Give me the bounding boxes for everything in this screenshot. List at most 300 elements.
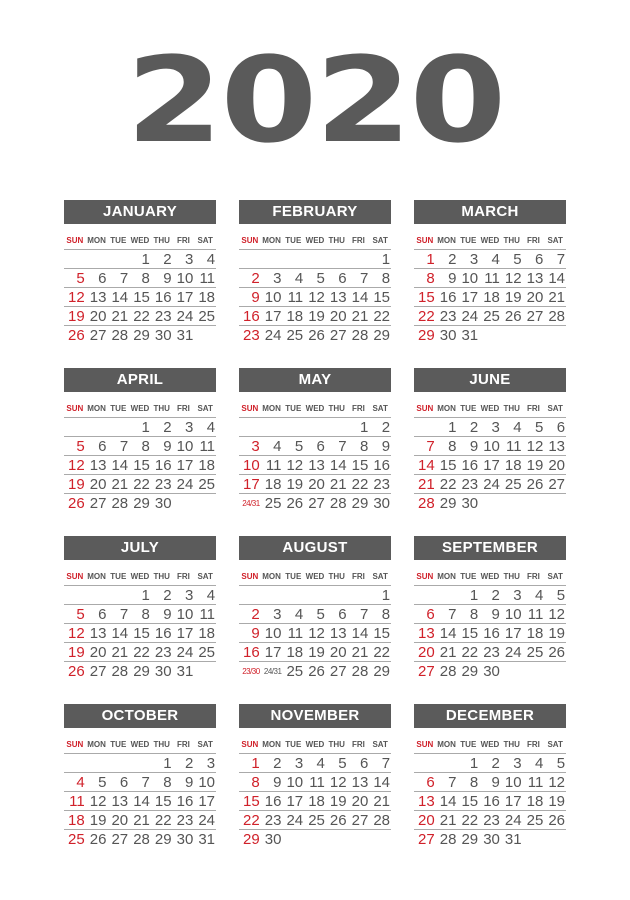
day-cell: 1 [163,755,172,772]
day-cell: 21 [351,308,369,325]
day-cell: 23 [154,308,172,325]
day-cell: 29 [373,327,391,344]
day-cell: 9 [469,438,479,455]
day-cell: 14 [111,289,129,306]
day-cell: 4 [206,587,216,604]
day-cell [348,586,370,604]
weekday-label: MON [87,740,106,749]
day-cell: 29 [133,663,150,680]
day-cell: 2 [163,419,172,436]
week-row [64,586,216,605]
day-cell: 6 [426,774,435,791]
day-cell: 25 [198,308,216,325]
week-row [414,307,566,326]
weekday-label: MON [262,572,281,581]
weekday-label: WED [130,404,150,413]
week-row [64,250,216,269]
week-row [239,418,391,437]
day-cell: 18 [286,308,304,325]
day-cell: 18 [504,457,522,474]
week-row [239,437,391,456]
day-cell [86,754,108,772]
day-cell [348,830,370,848]
day-cell: 17 [483,457,500,474]
weekday-label: THU [328,404,345,413]
day-cell: 12 [89,793,107,810]
day-cell: 14 [548,270,566,287]
day-cell: 6 [98,438,107,455]
day-cell: 8 [426,270,435,287]
day-cell: 10 [176,606,194,623]
day-cell: 9 [251,625,260,642]
day-cell: 14 [111,625,129,642]
weekday-label: WED [480,740,500,749]
day-cell: 12 [504,270,522,287]
day-cell: 3 [491,419,500,436]
day-cell: 9 [448,270,457,287]
week-row [64,605,216,624]
weekday-label: WED [130,572,150,581]
day-cell: 10 [483,438,500,455]
day-cell: 3 [513,755,522,772]
day-cell: 25 [483,308,500,325]
day-cell: 24 [264,327,282,344]
month-name: DECEMBER [414,704,566,728]
day-cell [304,830,326,848]
day-cell [304,586,326,604]
month-name: NOVEMBER [239,704,391,728]
month-august [239,536,391,680]
weekday-label: SAT [197,404,213,413]
weekday-label: FRI [177,236,190,245]
day-cell: 22 [351,476,369,493]
day-cell [86,250,108,268]
day-cell: 3 [184,419,194,436]
month-september [414,536,566,680]
day-cell: 17 [243,476,260,493]
day-cell [239,418,261,436]
day-cell: 20 [329,644,347,661]
day-cell: 10 [286,774,304,791]
day-cell: 6 [556,419,566,436]
day-cell [86,418,108,436]
day-cell: 5 [534,419,544,436]
day-cell: 1 [426,251,435,268]
day-cell: 30 [483,663,500,680]
day-cell: 14 [351,289,369,306]
day-cell [64,586,86,604]
day-cell: 30 [154,663,172,680]
day-cell: 11 [484,270,500,287]
day-cell [348,250,370,268]
day-cell: 28 [439,663,457,680]
day-cell: 9 [163,438,172,455]
day-cell: 22 [373,308,391,325]
day-cell: 23 [176,812,194,829]
day-cell: 13 [526,270,544,287]
weekday-label: TUE [285,740,302,749]
day-cell: 27 [329,327,347,344]
weekday-header [64,234,216,250]
day-cell [369,830,391,848]
day-cell: 30 [154,327,172,344]
day-cell: 11 [527,606,544,623]
day-cell: 17 [264,308,282,325]
day-cell [107,586,129,604]
day-cell: 22 [418,308,435,325]
day-cell: 30 [264,831,282,848]
day-cell [107,754,129,772]
day-cell: 10 [264,289,282,306]
day-cell: 21 [329,476,347,493]
week-row [414,586,566,605]
day-cell: 8 [251,774,260,791]
day-cell: 24 [461,308,479,325]
day-cell: 24 [176,476,194,493]
day-cell: 24 [504,644,522,661]
day-cell: 3 [273,606,282,623]
weekday-label: MON [437,236,456,245]
day-cell: 10 [198,774,216,791]
day-cell: 25 [286,327,304,344]
day-cell: 26 [548,812,566,829]
day-cell: 21 [418,476,435,493]
day-cell: 31 [176,663,194,680]
weekday-header [239,570,391,586]
day-cell: 22 [133,644,150,661]
day-cell: 27 [89,663,107,680]
year-title: 2020 [125,31,505,169]
weekday-label: SAT [547,236,563,245]
weekday-label: TUE [460,404,477,413]
day-cell: 17 [264,644,282,661]
day-cell: 10 [264,625,282,642]
day-cell: 18 [526,625,544,642]
day-cell: 17 [198,793,216,810]
week-row [239,307,391,326]
day-cell: 20 [351,793,369,810]
day-cell: 20 [308,476,325,493]
day-cell [282,830,304,848]
day-cell: 27 [418,831,435,848]
week-row [239,250,391,269]
month-march [414,200,566,344]
day-cell: 1 [141,419,150,436]
day-cell: 23 [373,476,391,493]
day-cell: 22 [461,812,479,829]
day-cell: 22 [133,308,150,325]
day-cell: 25 [526,644,544,661]
day-cell: 19 [548,625,566,642]
day-cell: 9 [491,774,500,791]
day-cell: 13 [89,457,107,474]
day-cell: 21 [548,289,566,306]
week-row [414,456,566,475]
day-cell: 27 [351,812,369,829]
day-cell: 9 [491,606,500,623]
day-cell: 27 [111,831,129,848]
weekday-label: THU [503,236,520,245]
month-name: APRIL [64,368,216,392]
day-cell: 10 [176,438,194,455]
day-cell: 16 [373,457,391,474]
weekday-label: TUE [110,740,127,749]
day-cell: 29 [154,831,172,848]
day-cell [414,418,436,436]
day-cell: 12 [68,625,85,642]
day-cell: 8 [381,270,391,287]
day-cell: 5 [76,606,85,623]
month-name: FEBRUARY [239,200,391,224]
weekday-label: WED [480,572,500,581]
day-cell: 17 [461,289,479,306]
day-cell: 23 [264,812,282,829]
day-cell: 1 [469,587,479,604]
day-cell: 16 [154,457,172,474]
day-cell: 2 [184,755,194,772]
day-cell: 7 [426,438,435,455]
day-cell: 13 [418,625,435,642]
weekday-header [64,570,216,586]
week-row [414,494,566,512]
day-cell: 21 [111,308,129,325]
week-row [239,662,391,680]
day-cell: 10 [504,606,522,623]
day-cell: 31 [176,327,194,344]
day-cell: 30 [373,495,391,512]
day-cell: 6 [359,755,369,772]
day-cell: 31 [461,327,479,344]
day-cell: 19 [308,308,325,325]
week-row [239,326,391,344]
day-cell: 3 [184,251,194,268]
day-cell: 18 [198,289,216,306]
day-cell: 14 [329,457,347,474]
weekday-label: SAT [197,572,213,581]
weekday-label: TUE [285,572,302,581]
weekday-label: TUE [285,404,302,413]
day-cell: 28 [111,663,129,680]
day-cell [326,418,348,436]
day-cell: 12 [286,457,304,474]
day-cell: 14 [111,457,129,474]
day-cell: 28 [133,831,150,848]
weekday-label: TUE [110,236,127,245]
weekday-label: SUN [241,404,259,413]
day-cell: 16 [461,457,479,474]
week-row [414,326,566,344]
day-cell: 27 [89,495,107,512]
weekday-label: MON [262,404,281,413]
day-cell: 11 [506,438,522,455]
day-cell: 23 [483,644,500,661]
day-cell: 15 [373,289,391,306]
day-cell: 12 [308,289,325,306]
month-name: JUNE [414,368,566,392]
week-row [239,811,391,830]
week-row [239,586,391,605]
day-cell: 9 [163,606,172,623]
day-cell: 24 [483,476,500,493]
day-cell: 2 [491,587,500,604]
day-cell: 26 [286,495,304,512]
day-cell [194,326,216,344]
day-cell: 28 [111,327,129,344]
day-cell: 4 [294,606,304,623]
day-cell: 2 [381,419,391,436]
day-cell: 7 [556,251,566,268]
day-cell: 13 [329,289,347,306]
day-cell [64,754,86,772]
day-cell: 26 [308,327,325,344]
week-row [239,605,391,624]
weekday-header [414,402,566,418]
weekday-label: MON [437,740,456,749]
day-cell: 10 [461,270,479,287]
day-cell: 2 [251,270,260,287]
week-row [64,326,216,344]
month-december [414,704,566,848]
day-cell [282,250,304,268]
day-cell: 16 [439,289,457,306]
day-cell [194,662,216,680]
weekday-label: MON [87,404,106,413]
day-cell: 23/30 [242,667,260,676]
day-cell: 1 [251,755,260,772]
weekday-label: SAT [547,740,563,749]
weekday-label: THU [328,740,345,749]
day-cell: 3 [273,270,282,287]
weekday-label: WED [305,236,325,245]
day-cell: 12 [308,625,325,642]
weekday-label: THU [153,236,170,245]
day-cell: 28 [548,308,566,325]
day-cell: 13 [89,289,107,306]
day-cell: 5 [556,755,566,772]
week-row [414,269,566,288]
weekday-label: FRI [177,572,190,581]
day-cell: 29 [373,663,391,680]
day-cell: 21 [351,644,369,661]
day-cell: 20 [89,476,107,493]
day-cell: 10 [243,457,260,474]
day-cell: 5 [294,438,304,455]
day-cell: 17 [176,625,194,642]
day-cell: 23 [461,476,479,493]
weekday-label: THU [503,404,520,413]
week-row [239,624,391,643]
day-cell: 11 [69,793,85,810]
weekday-label: THU [503,740,520,749]
weekday-label: FRI [177,404,190,413]
day-cell: 7 [119,606,129,623]
day-cell: 25 [68,831,85,848]
day-cell: 11 [309,774,325,791]
day-cell [501,326,523,344]
day-cell: 26 [68,495,85,512]
day-cell: 4 [316,755,325,772]
weekday-label: SAT [197,740,213,749]
week-row [239,269,391,288]
weekday-label: FRI [352,740,365,749]
day-cell: 1 [359,419,369,436]
weekday-header [64,402,216,418]
day-cell: 3 [251,438,260,455]
day-cell: 30 [154,495,172,512]
day-cell: 25 [308,812,325,829]
day-cell: 28 [373,812,391,829]
day-cell: 7 [338,438,347,455]
week-row [64,307,216,326]
day-cell: 19 [504,289,522,306]
week-row [64,437,216,456]
day-cell: 7 [448,774,457,791]
day-cell: 6 [338,606,347,623]
day-cell: 15 [154,793,172,810]
day-cell: 29 [461,831,479,848]
week-row [414,811,566,830]
day-cell: 28 [351,663,369,680]
weekday-label: SAT [197,236,213,245]
day-cell: 6 [119,774,129,791]
day-cell: 6 [338,270,347,287]
day-cell: 29 [133,327,150,344]
day-cell: 6 [426,606,435,623]
day-cell: 2 [448,251,457,268]
weekday-label: THU [153,404,170,413]
day-cell [326,830,348,848]
day-cell: 25 [198,644,216,661]
day-cell [64,418,86,436]
weekday-label: FRI [352,404,365,413]
day-cell: 6 [534,251,544,268]
day-cell [544,494,566,512]
week-row [64,288,216,307]
week-row [414,288,566,307]
weekday-label: SAT [372,404,388,413]
day-cell: 25 [504,476,522,493]
day-cell: 3 [206,755,216,772]
weekday-header [414,234,566,250]
month-january [64,200,216,344]
day-cell: 19 [68,644,85,661]
day-cell: 2 [491,755,500,772]
day-cell: 9 [251,289,260,306]
weekday-label: TUE [285,236,302,245]
day-cell [544,326,566,344]
week-row [239,643,391,662]
day-cell [436,754,458,772]
day-cell [173,494,195,512]
day-cell: 18 [526,793,544,810]
day-cell: 24 [176,644,194,661]
day-cell: 11 [527,774,544,791]
day-cell: 18 [483,289,500,306]
day-cell: 24 [286,812,304,829]
day-cell: 11 [199,606,216,623]
weekday-label: FRI [527,572,540,581]
day-cell: 27 [329,663,347,680]
day-cell: 8 [359,438,369,455]
day-cell: 11 [265,457,282,474]
day-cell: 4 [76,774,85,791]
day-cell: 2 [163,587,172,604]
weekday-label: SUN [66,740,84,749]
week-row [414,792,566,811]
month-name: JULY [64,536,216,560]
day-cell [326,586,348,604]
weekday-label: THU [153,572,170,581]
